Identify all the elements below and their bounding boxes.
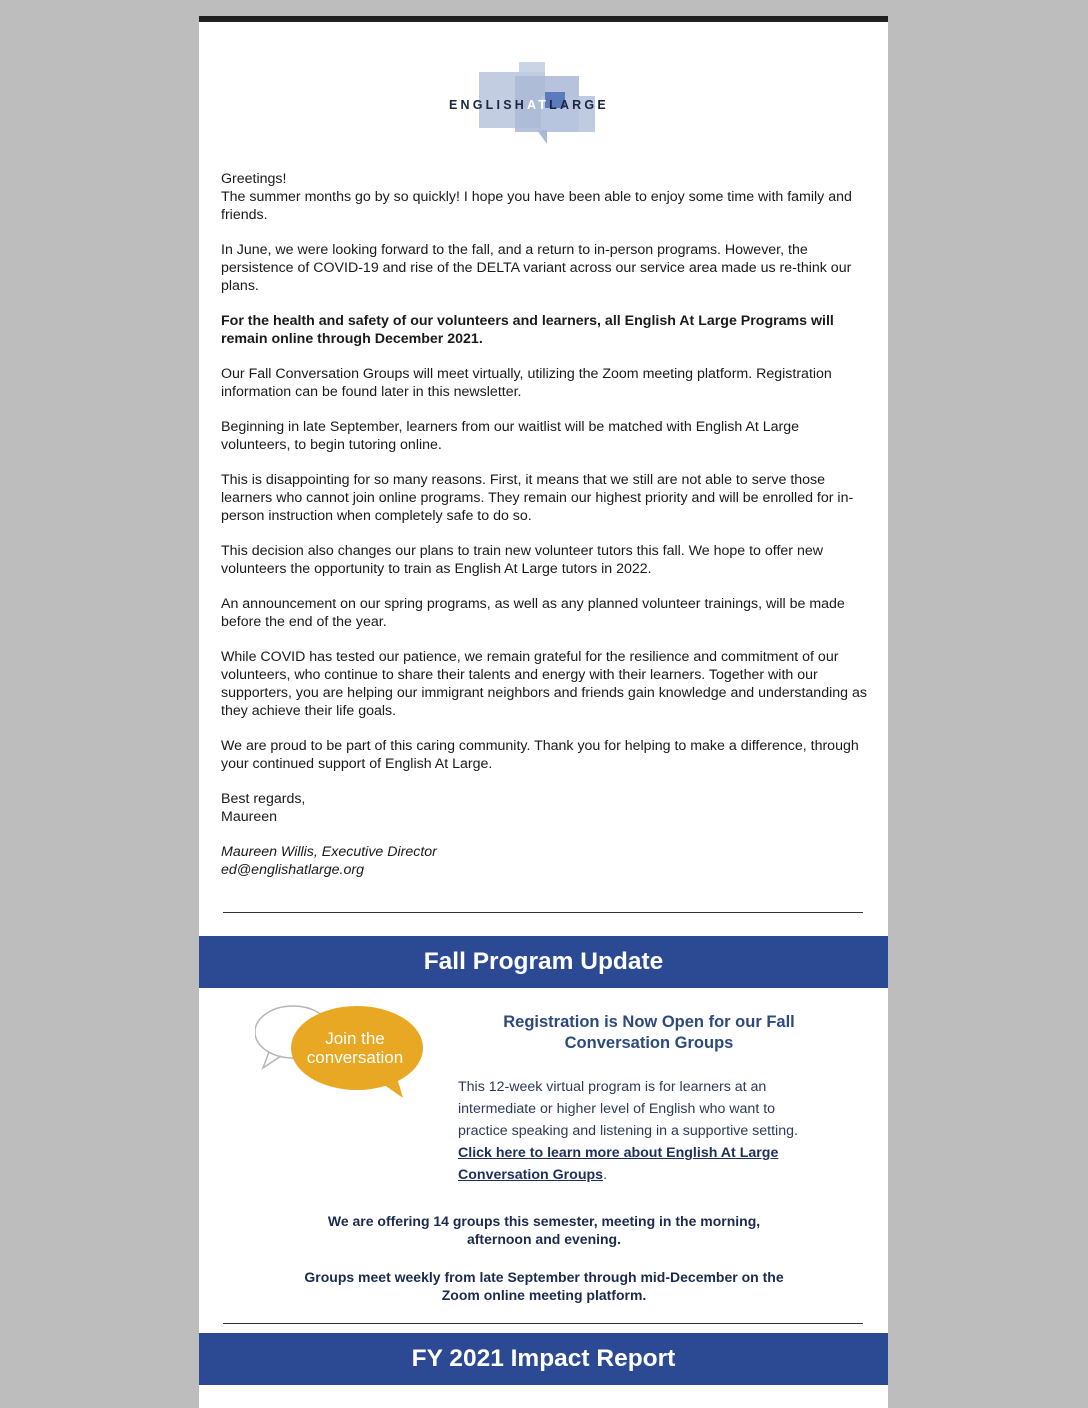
- learn-more-link[interactable]: Click here to learn more about English At Large Conversation Groups: [458, 1145, 779, 1183]
- section-header-impact-report: FY 2021 Impact Report: [199, 1333, 888, 1385]
- signature-email[interactable]: ed@englishatlarge.org: [221, 862, 364, 878]
- registration-body: This 12-week virtual program is for learners at an intermediate or higher level of English who want to practice speaking and listening in a supportive setting. Click here to learn more about English At Large Conversation Groups.: [458, 1079, 798, 1183]
- director-letter: [221, 170, 871, 896]
- groups-schedule-note: Groups meet weekly from late September through mid-December on the Zoom online meeting platform.: [304, 1269, 784, 1303]
- letter-paragraph: We are proud to be part of this caring community. Thank you for helping to make a difference, through your continued support of English At Large.: [221, 738, 859, 772]
- english-at-large-logo: [449, 56, 649, 148]
- section-header-fall-program: Fall Program Update: [199, 936, 888, 988]
- image-text-line1: Join the: [325, 1029, 385, 1048]
- letter-paragraph: This decision also changes our plans to train new volunteer tutors this fall. We hope to offer new volunteers the opportunity to train as English At Large tutors in 2022.: [221, 543, 823, 577]
- letter-paragraph: Beginning in late September, learners from our waitlist will be matched with English At Large volunteers, to begin tutoring online.: [221, 419, 800, 453]
- image-text-line2: conversation: [306, 1048, 404, 1067]
- newsletter-page: [199, 16, 888, 1408]
- registration-title: Registration is Now Open for our Fall Conversation Groups: [503, 1013, 795, 1052]
- letter-paragraph: Our Fall Conversation Groups will meet virtually, utilizing the Zoom meeting platform. Registration information can be found later in this newsletter.: [221, 366, 832, 400]
- signature-name: Maureen Willis, Executive Director: [221, 844, 437, 860]
- letter-paragraph: This is disappointing for so many reasons. First, it means that we still are not able to serve those learners who cannot join online programs. They remain our highest priority and will be enrolled for in-person instruction when completely safe to do so.: [221, 472, 854, 524]
- letter-closing: Best regards,: [221, 791, 306, 807]
- letter-closing-name: Maureen: [221, 809, 277, 825]
- letter-paragraph: While COVID has tested our patience, we remain grateful for the resilience and commitment of our volunteers, who continue to share their talents and energy with their learners. Together with our supporters, you are helping our immigrant neighbors and friends gain knowledge and understanding as they achieve their life goals.: [221, 649, 867, 719]
- letter-paragraph: The summer months go by so quickly! I hope you have been able to enjoy some time with family and friends.: [221, 189, 852, 223]
- groups-offered-note: We are offering 14 groups this semester, meeting in the morning, afternoon and evening.: [327, 1213, 761, 1247]
- letter-paragraph: An announcement on our spring programs, as well as any planned volunteer trainings, will be made before the end of the year.: [221, 596, 845, 630]
- logo-wordmark: ENGLISHATLARGE: [449, 98, 609, 112]
- divider: [223, 1323, 863, 1324]
- speech-bubble-icon: [255, 1004, 425, 1098]
- join-conversation-image: [255, 1004, 425, 1098]
- letter-paragraph: In June, we were looking forward to the fall, and a return to in-person programs. However, the persistence of COVID-19 and rise of the DELTA variant across our service area made us re-think our plans.: [221, 242, 852, 294]
- registration-description: This 12-week virtual program is for learners at an intermediate or higher level of English who want to practice speaking and listening in a supportive setting.: [458, 1079, 798, 1139]
- letter-greeting: Greetings!: [221, 171, 287, 187]
- divider: [223, 912, 863, 913]
- letter-highlight: For the health and safety of our volunteers and learners, all English At Large Programs will remain online through December 2021.: [221, 313, 834, 347]
